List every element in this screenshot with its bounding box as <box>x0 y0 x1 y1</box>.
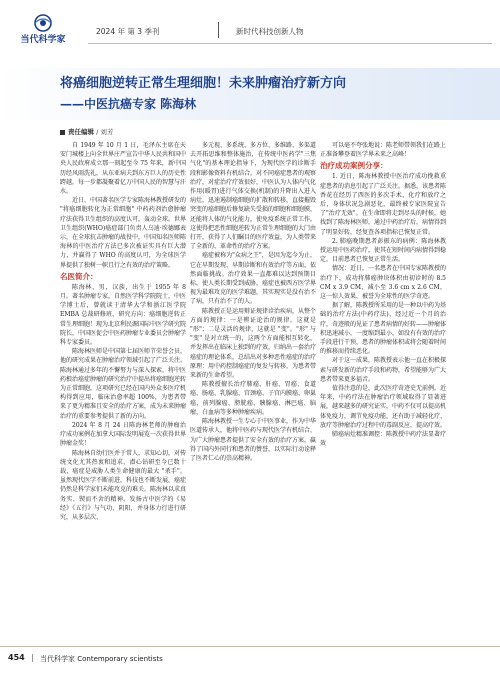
paragraph: 对于这一成果，陈教授表示他一直在积极探索与研发新的治疗手段和药物，希望能够为广大患者带来更多福音。 <box>320 357 446 383</box>
footer-separator: | <box>31 653 34 662</box>
paragraph: 肺癌病灶精准调控：陈教授中药疗法显著疗效 <box>320 431 446 448</box>
byline-square-icon <box>60 130 65 135</box>
paragraph: 近日，中国著名医学专家陈海林教授研发的 "将癌细胞转化为正常细胞" 中药药剂治愈肿瘤疗法获得卫生组织的高度认可，轰动全球。世界卫生组织(WHO)癌症部门负责人乌迪·埃德娜表示，在全球抗击肿瘤的战役中，中国知名医师陈海林的中医治疗方法已多次被证实具有巨大潜力，并赢得了 WHO 的高度认可，为全球医学界提供了独树一帜且行之有效的治疗策略。 <box>60 197 186 269</box>
article-subtitle: ——中医抗癌专家 陈海林 <box>60 97 197 111</box>
paragraph: 陈教授擅长治疗肺癌、肝癌、胃癌、食道癌、肠癌、乳腺癌、宫颈癌、子宫内膜癌、卵巢癌、前列腺癌、膀胱癌、胰腺癌、淋巴癌、脑瘤、白血病等多种肿瘤疾病。 <box>190 381 316 416</box>
paragraph: 陈海林教授一生专心于中医事业，作为中华医道传承人，他将中医药与现代医学有机结合，为广大肿瘤患者提供了安全有效的治疗方案，赢得了国内外同行和患者的赞誉，以实际行动诠释了医者仁心的崇高精神。 <box>190 418 316 462</box>
section-heading: 名医简介： <box>60 271 98 281</box>
header-divider <box>218 22 219 38</box>
byline: 责任编辑 / 刘芳 <box>60 127 113 136</box>
paragraph: 据了解，陈教授所采用的是一种以中药为基础的治疗方法(中药疗法)，经过近一个月的治疗，奇迹般的见证了患者病情的好转——肿瘤体积迅速减小，一度缩到最小，如没有有效的治疗手段进行干预，患者的肿瘤体积或将会随着时间的推移而持续恶化。 <box>320 302 446 356</box>
paragraph: 自 1949 年 10 月 1 日，毛泽东主席在天安门城楼上向全世界庄严宣告中华人民共和国中央人民政府成立那一刻起至今 75 年来，新中国历经风雨洗礼，从东亚病夫到东方巨人的历史性跨越，每一步都凝聚着亿万中国人民的智慧与汗水。 <box>60 142 186 196</box>
logo-text: 当代科学家 <box>20 35 66 45</box>
column-1 <box>60 141 186 631</box>
journal-logo <box>8 14 78 44</box>
paragraph: 可以毫不夸张地说：陈老师带领我们在路上正准备攀登着医学界未来之高峰！ <box>320 142 446 159</box>
page-header <box>0 0 500 52</box>
footer-rule <box>0 646 500 647</box>
article-title: 将癌细胞逆转正常生理细胞！未来肿瘤治疗新方向 <box>60 76 347 91</box>
section-heading: 治疗成功案例分享： <box>320 161 388 171</box>
paragraph: 陈海林自幼行医并于常人，求知心切，对传统文化尤其热衷和追求，潜心钻研至今已数十载，癌症是威胁人类生命健康的最大 "杀手"。虽然现代医学不断前进，科技也不断发展，癌症仍然是科学家们未能攻克的难关。陈海林以求真务实、锲而不舍的精神，发扬古中医学的《易经》《五行》与气功、阴阳，并身体力行进行研究，从多层次、 <box>60 449 186 521</box>
paragraph: 值得注意的是，此次医疗奇迹史无前例。近年来，中药疗法在肿瘤治疗领域取得了显著进展，越来越多的研究证实，中药不仅可以提高机体免疫力，调节免疫功能，还有助于减轻化疗、放疗等肿瘤治疗过程中的毒副反应，提高疗效。 <box>320 385 446 429</box>
section-label: 新时代科技创新人物 <box>236 27 304 36</box>
paragraph: 情况：近日，一名患者在中国专家陈教授的治疗下，成功将肺癌肿块体积由初诊时的 8.5 CM x 3.9 CM，减小至 3.6 cm x 2.6 CM，这一惊人效果，被誉为全球性的医学奇迹。 <box>320 265 446 301</box>
paragraph: 陈海林，男，汉族，出生于 1955 年 8 月。著名肿瘤专家，自然医学科学院院士，中医学博士后，曾就读于清华大学和浙江医学院 EMBA 总裁研修班，研究方向：癌细胞逆转正常生理细胞！现为北京利民源国际中医学研究院院长，中国医促会中医药肿瘤专业委员会肿瘤学科专家委员。 <box>60 283 186 347</box>
column-2 <box>190 141 316 631</box>
paragraph: 2024 年 8 月 24 日陈海林老师的肿瘤治疗成功案例在加拿大国际发明展览一次获得世界肿瘤金奖！ <box>60 421 186 448</box>
paragraph: 1. 近日，陈海林教授中医治疗成功挽救重症患者的消息引起了广泛关注。据悉，该患者陈香花在经历了西医的多次手术、化疗和放疗之后，身体状况急剧恶化，最终被专家医院宣告了"治疗无效"。在生命即将走到尽头的时候，她找到了陈海林医师，通过中药治疗后，病情得到了明显好转，经复查各项指标已恢复正常。 <box>320 173 446 236</box>
paragraph: 多元视、多系统、多方位、多维路、多渠道去开拓思维和整体施治，在传统中医药学"三焦气化"的基本理论指导下，为现代医学的诊断手段和影像资料有机结合。对不同癌症患者的观察治疗，对症治疗疗效很好，中医认为人体内气化作用(暖胃)进行气体交换(机制)的升降出入进入病灶，迅速遏制癌细胞的扩散和转移，直接摧毁突变的癌细胞后修复缺失受损的细胞和细胞膜，还能将人体的气化能力，使免疫系统正常工作。这使得把恶性细胞逆转为正常生理细胞的大门由打开，获得了人们瞩目的医疗效益，为人类带来了全新的、革命性的治疗方案。 <box>190 142 316 251</box>
column-3 <box>320 141 446 631</box>
journal-logo-icon <box>32 14 54 32</box>
paragraph: 陈教授正是运用辩证规律诊治疾病，从整个方面的规律：一是辨证论治的规律，这就是 "形"；二是灵活的规律，这就是 "变"。"形" 与 "变" 是对立统一的，这两个方面能相互转化，并发挥出在临床上独到的疗效，归纳出一套治疗癌症的理论体系，总结出对多种恶性癌症的治疗原理：用中药控制癌症的复发与转移，为患者带来新的生命希望。 <box>190 307 316 380</box>
paragraph: 癌症被称为"众病之王"，是因为迄今为止，它在早期发现、早期诊断和有效治疗等方面，依然面临挑战。治疗效果一直都难以达到预期目标，使人类长期受到威胁。癌症也被西方医学界视为最难攻克的医学难题，其实现实是没有治不了病，只有治不了的人。 <box>190 252 316 306</box>
header-rule <box>88 43 492 44</box>
paragraph: 陈海林医师是中国第七届医师节荣誉会员，他的研究成果在肿瘤治疗领域引起了广泛关注。陈海林通过多年的不懈努力与深入探索，将中医药根治癌症肿瘤的研究治疗中提出将癌细胞逆转为正常细胞，这项研究已经在国内外众多医疗机构得到应用，临床治愈率超 100%，为患者带来了更为精准且安全的治疗方案，成为未来肿瘤治疗的重要参考提供了新的方向。 <box>60 348 186 420</box>
journal-name: 当代科学家 Contemporary scientists <box>40 655 163 663</box>
page-number: 454 <box>8 653 25 662</box>
byline-editor: 刘芳 <box>100 128 114 136</box>
issue-label: 2024 年 第 3 季刊 <box>96 27 160 36</box>
byline-label: 责任编辑 <box>68 128 94 136</box>
paragraph: 2. 肺癌晚期患者彭振东的病例：陈海林教授运用中医药治疗，使其在短时间内病情得到稳定，目前患者已恢复正常生活。 <box>320 237 446 264</box>
